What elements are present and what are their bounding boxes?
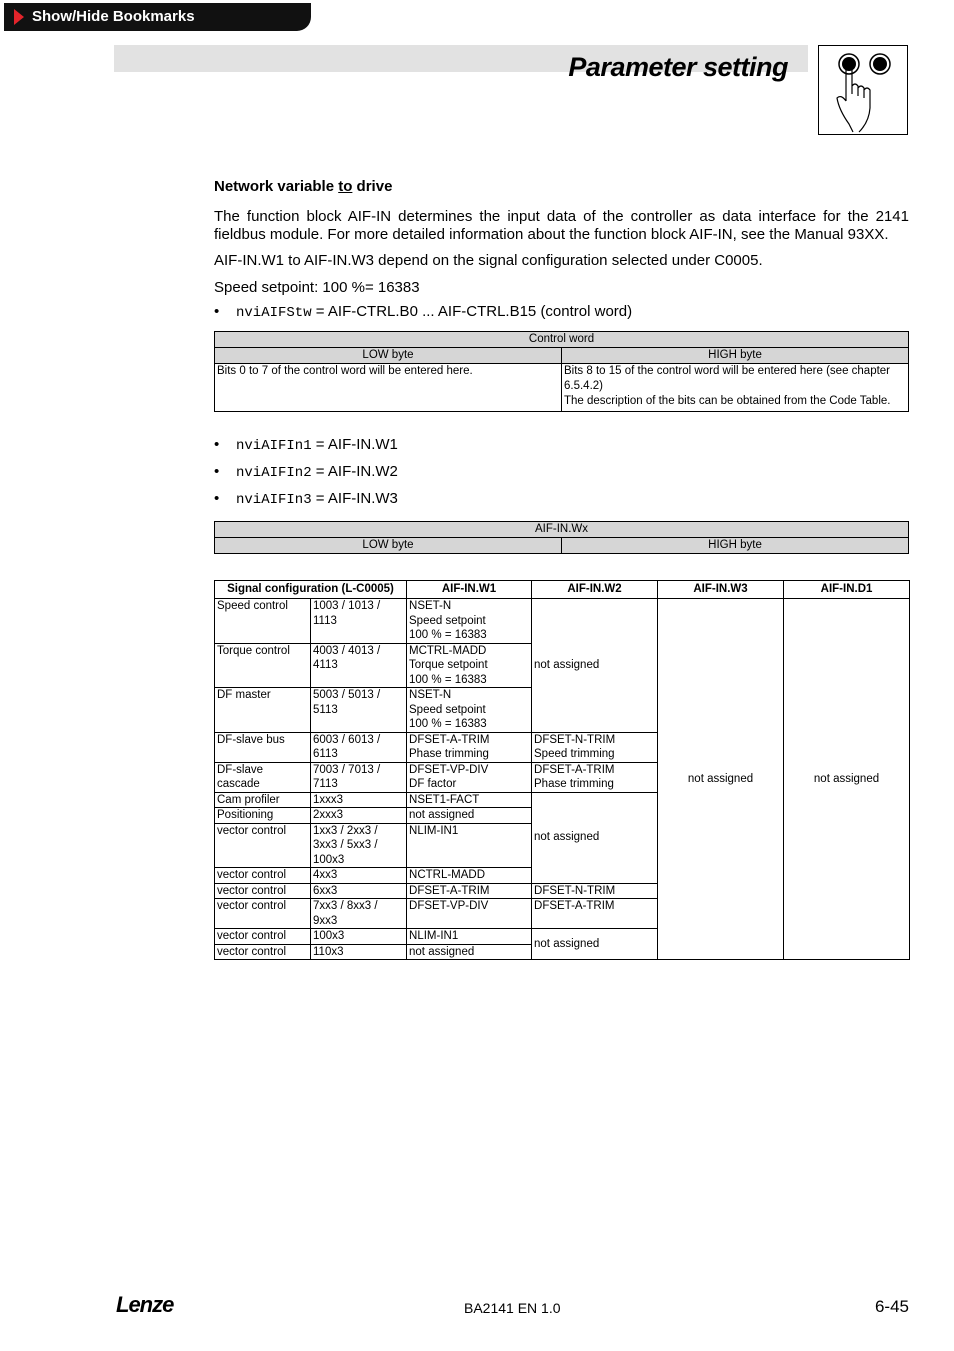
config-code: 4xx3 [311, 868, 407, 884]
lenze-logo: Lenze [116, 1292, 174, 1317]
w1-cell: NSET1-FACT [407, 792, 532, 808]
w1-cell: NSET-N Speed setpoint 100 % = 16383 [407, 599, 532, 644]
config-name: Speed control [215, 599, 311, 644]
w1-cell: NLIM-IN1 [407, 823, 532, 868]
config-code: 2xxx3 [311, 808, 407, 824]
config-name: DF master [215, 688, 311, 733]
w2-cell: DFSET-N-TRIM [532, 883, 658, 899]
red-arrow-icon [14, 9, 24, 25]
main-content [214, 178, 909, 960]
show-hide-bookmarks-button[interactable] [4, 3, 311, 31]
column-header: AIF-IN.W2 [532, 581, 658, 599]
config-name: vector control [215, 823, 311, 868]
w1-cell: DFSET-VP-DIV DF factor [407, 762, 532, 792]
signal-configuration-table [214, 580, 910, 960]
config-code: 7xx3 / 8xx3 / 9xx3 [311, 899, 407, 929]
w1-cell: not assigned [407, 808, 532, 824]
variable-name: nviAIFStw [236, 305, 312, 321]
config-name: Cam profiler [215, 792, 311, 808]
high-byte-note: The description of the bits can be obtained from the Code Table. [564, 395, 891, 407]
config-name: DF-slave cascade [215, 762, 311, 792]
config-name: vector control [215, 899, 311, 929]
table-row [215, 599, 910, 644]
variable-description: = AIF-IN.W2 [311, 463, 398, 480]
low-byte-cell: Bits 0 to 7 of the control word will be entered here. [215, 364, 562, 412]
variable-description: = AIF-IN.W3 [311, 490, 398, 507]
bookmarks-button-label: Show/Hide Bookmarks [32, 8, 195, 25]
variable-name: nviAIFIn1 [236, 438, 312, 454]
config-code: 110x3 [311, 944, 407, 960]
column-header: AIF-IN.D1 [784, 581, 910, 599]
d1-cell: not assigned [784, 599, 910, 960]
section-heading [214, 178, 909, 200]
variable-name: nviAIFIn3 [236, 492, 312, 508]
variable-description: = AIF-IN.W1 [311, 436, 398, 453]
config-name: vector control [215, 944, 311, 960]
column-header: AIF-IN.W1 [407, 581, 532, 599]
column-header: AIF-IN.W3 [658, 581, 784, 599]
list-item [214, 434, 909, 461]
heading-underlined-word: to [338, 178, 353, 195]
document-id: BA2141 EN 1.0 [464, 1300, 561, 1316]
heading-text: Network variable [214, 178, 339, 195]
config-code: 1xx3 / 2xx3 / 3xx3 / 5xx3 / 100x3 [311, 823, 407, 868]
bullet-icon: • [214, 463, 220, 480]
w3-cell: not assigned [658, 599, 784, 960]
config-name: vector control [215, 883, 311, 899]
w2-cell: not assigned [532, 929, 658, 960]
config-code: 1003 / 1013 / 1113 [311, 599, 407, 644]
config-code: 100x3 [311, 929, 407, 945]
w1-cell: MCTRL-MADD Torque setpoint 100 % = 16383 [407, 643, 532, 688]
hand-pointer-icon [818, 45, 908, 135]
config-name: DF-slave bus [215, 732, 311, 762]
page-number: 6-45 [874, 1297, 909, 1316]
w1-cell: NCTRL-MADD [407, 868, 532, 884]
variable-description: = AIF-CTRL.B0 ... AIF-CTRL.B15 (control word) [311, 303, 633, 320]
table-title: AIF-IN.Wx [215, 522, 909, 538]
list-item [214, 461, 909, 488]
config-code: 4003 / 4013 / 4113 [311, 643, 407, 688]
intro-paragraph: The function block AIF-IN determines the input data of the controller as data interface for the 2141 fieldbus module. For more detailed information about the function block AIF-IN, see the Manual 93XX. [214, 208, 909, 243]
w1-cell: DFSET-A-TRIM Phase trimming [407, 732, 532, 762]
config-paragraph: AIF-IN.W1 to AIF-IN.W3 depend on the signal configuration selected under C0005. [214, 252, 763, 269]
w1-cell: not assigned [407, 944, 532, 960]
config-name: vector control [215, 929, 311, 945]
variable-name: nviAIFIn2 [236, 465, 312, 481]
config-name: Positioning [215, 808, 311, 824]
high-byte-header: HIGH byte [562, 538, 909, 554]
w2-cell: DFSET-A-TRIM Phase trimming [532, 762, 658, 792]
low-byte-header: LOW byte [215, 538, 562, 554]
config-code: 5003 / 5013 / 5113 [311, 688, 407, 733]
low-byte-header: LOW byte [215, 348, 562, 364]
high-byte-text: Bits 8 to 15 of the control word will be entered here (see chapter 6.5.4.2) [564, 365, 891, 392]
list-item [214, 301, 909, 323]
w1-cell: NLIM-IN1 [407, 929, 532, 945]
speed-setpoint-text: Speed setpoint: 100 %= 16383 [214, 278, 420, 296]
config-name: Torque control [215, 643, 311, 688]
w1-cell: DFSET-VP-DIV [407, 899, 532, 929]
list-item [214, 488, 909, 515]
table-title: Control word [215, 332, 909, 348]
column-header: Signal configuration (L-C0005) [215, 581, 407, 599]
w2-cell: DFSET-A-TRIM [532, 899, 658, 929]
high-byte-cell [562, 364, 909, 412]
page-title: Parameter setting [568, 52, 788, 82]
config-code: 6xx3 [311, 883, 407, 899]
w1-cell: DFSET-A-TRIM [407, 883, 532, 899]
w1-cell: NSET-N Speed setpoint 100 % = 16383 [407, 688, 532, 733]
bullet-icon: • [214, 303, 220, 320]
config-code: 1xxx3 [311, 792, 407, 808]
w2-cell: not assigned [532, 599, 658, 733]
w2-cell: DFSET-N-TRIM Speed trimming [532, 732, 658, 762]
bullet-icon: • [214, 490, 220, 507]
heading-text-end: drive [352, 178, 393, 195]
aif-in-wx-table [214, 521, 909, 554]
config-code: 7003 / 7013 / 7113 [311, 762, 407, 792]
bullet-icon: • [214, 436, 220, 453]
w2-cell: not assigned [532, 792, 658, 883]
config-name: vector control [215, 868, 311, 884]
control-word-table [214, 331, 909, 412]
high-byte-header: HIGH byte [562, 348, 909, 364]
config-code: 6003 / 6013 / 6113 [311, 732, 407, 762]
